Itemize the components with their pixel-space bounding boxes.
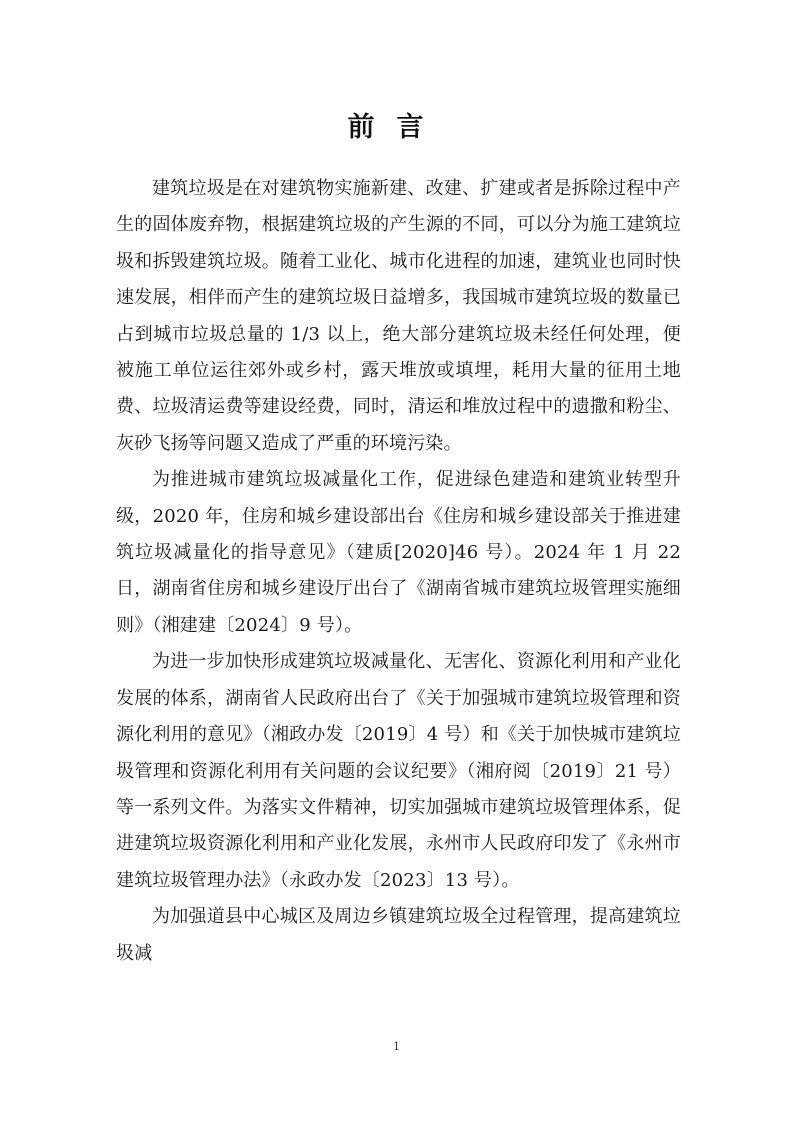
page-number: 1 — [393, 1040, 400, 1053]
paragraph-3: 为进一步加快形成建筑垃圾减量化、无害化、资源化利用和产业化发展的体系，湖南省人民政府出台了《关于加强城市建筑垃圾管理和资源化利用的意见》（湘政办发〔2019〕4 号）和《关于加快城市建筑垃圾管理和资源化利用有关问题的会议纪要》（湘府阅〔2019〕21 号）等一系列文件。为落实文件精神，切实加强城市建筑垃圾管理体系，促进建筑垃圾资源化利用和产业化发展，永州市人民政府印发了《永州市建筑垃圾管理办法》（永政办发〔2023〕13 号）。 — [116, 651, 681, 891]
paragraph-2: 为推进城市建筑垃圾减量化工作，促进绿色建造和建筑业转型升级，2020 年，住房和城乡建设部出台《住房和城乡建设部关于推进建筑垃圾减量化的指导意见》（建质[2020]46 号）。2024 年 1 月 22 日，湖南省住房和城乡建设厅出台了《湖南省城市建筑垃圾管理实施细则》（湘建建〔2024〕9 号）。 — [116, 469, 681, 636]
paragraph-4: 为加强道县中心城区及周边乡镇建筑垃圾全过程管理，提高建筑垃圾减 — [116, 906, 681, 964]
page-title: 前言 — [347, 112, 446, 143]
document-body — [116, 171, 681, 972]
paragraph-1: 建筑垃圾是在对建筑物实施新建、改建、扩建或者是拆除过程中产生的固体废弃物，根据建筑垃圾的产生源的不同，可以分为施工建筑垃圾和拆毁建筑垃圾。随着工业化、城市化进程的加速，建筑业也同时快速发展，相伴而产生的建筑垃圾日益增多，我国城市建筑垃圾的数量已占到城市垃圾总量的 1/3 以上，绝大部分建筑垃圾未经任何处理，便被施工单位运往郊外或乡村，露天堆放或填埋，耗用大量的征用土地费、垃圾清运费等建设经费，同时，清运和堆放过程中的遗撒和粉尘、灰砂飞扬等问题又造成了严重的环境污染。 — [116, 178, 681, 454]
